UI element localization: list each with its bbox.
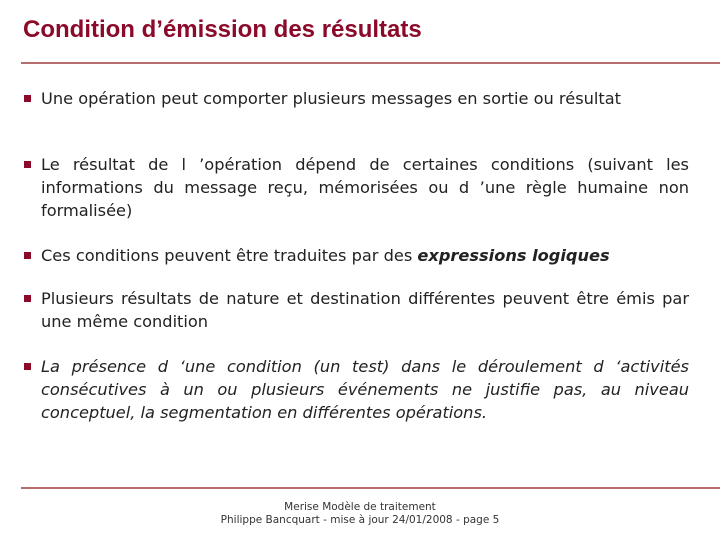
square-bullet-icon — [24, 161, 31, 168]
bullet-item — [24, 355, 689, 424]
title-divider — [21, 62, 720, 64]
footer-line-2: Philippe Bancquart - mise à jour 24/01/2008 - page 5 — [220, 514, 500, 526]
bullet-text: Plusieurs résultats de nature et destination différentes peuvent être émis par une même condition — [41, 289, 689, 331]
square-bullet-icon — [24, 95, 31, 102]
bullet-emphasis: expressions logiques — [417, 246, 610, 265]
footer-divider — [21, 487, 720, 489]
footer — [0, 501, 720, 527]
bullet-text — [41, 153, 689, 222]
bullet-item — [24, 287, 689, 333]
bullet-text: Une opération peut comporter plusieurs messages en sortie ou résultat — [41, 89, 621, 108]
square-bullet-icon — [24, 252, 31, 259]
bullet-item — [24, 87, 689, 110]
bullet-text-part: (suivant les informations du message reçu, mémorisées ou d ’une règle humaine non formalisée) — [41, 155, 689, 220]
slide-title: Condition d’émission des résultats — [23, 16, 422, 43]
bullet-text-part: Ces conditions peuvent être traduites par des — [41, 246, 418, 265]
bullet-text-part: Le résultat de l ’opération dépend de certaines — [41, 155, 491, 174]
bullet-item — [24, 244, 689, 267]
square-bullet-icon — [24, 295, 31, 302]
square-bullet-icon — [24, 363, 31, 370]
bullet-text: La présence d ‘une condition (un test) dans le déroulement d ‘activités consécutives à un ou plusieurs événements ne justifie pas, au niveau conceptuel, la segmentation en différentes opérations. — [41, 357, 689, 422]
bullet-text — [41, 244, 689, 267]
footer-line-1: Merise Modèle de traitement — [284, 501, 436, 513]
bullet-item — [24, 153, 689, 222]
bullet-emphasis: conditions — [490, 155, 575, 174]
